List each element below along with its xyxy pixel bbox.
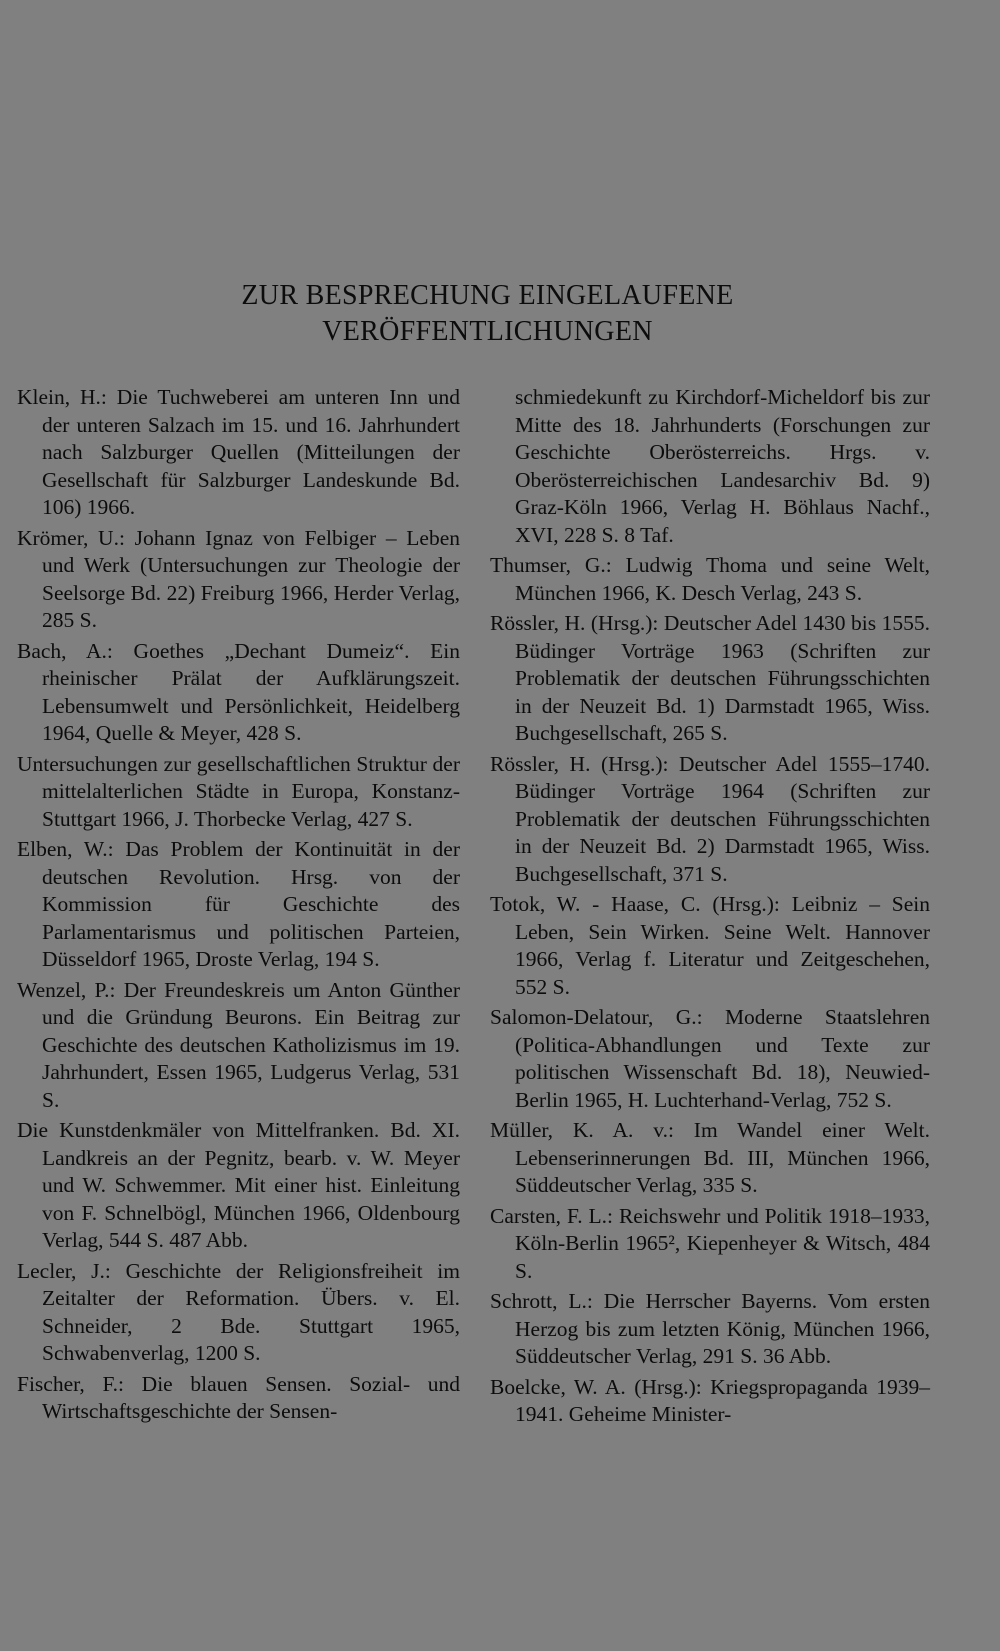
bibliography-entry: Lecler, J.: Geschichte der Religionsfreiheit im Zeitalter der Reformation. Übers. v. El. Schneider, 2 Bde. Stuttgart 1965, Schwabenverlag, 1200 S. <box>17 1258 460 1365</box>
bibliography-entry: Totok, W. - Haase, C. (Hrsg.): Leibniz – Sein Leben, Sein Wirken. Seine Welt. Hannover 1966, Verlag f. Literatur und Zeitgeschehen, 552 S. <box>490 892 930 999</box>
page-heading <box>0 278 975 350</box>
bibliography-entry: Elben, W.: Das Problem der Kontinuität in der deutschen Revolution. Hrsg. von der Kommission für Geschichte des Parlamentarismus und politischen Parteien, Düsseldorf 1965, Droste Verlag, 194 S. <box>17 837 460 971</box>
heading-line-2: VERÖFFENTLICHUNGEN <box>322 316 653 347</box>
bibliography-entry: Bach, A.: Goethes „Dechant Dumeiz“. Ein rheinischer Prälat der Aufklärungszeit. Lebensumwelt und Persönlichkeit, Heidelberg 1964, Quelle & Meyer, 428 S. <box>17 638 460 745</box>
bibliography-entry: Rössler, H. (Hrsg.): Deutscher Adel 1430 bis 1555. Büdinger Vorträge 1963 (Schriften zur Problematik der deutschen Führungsschichten in der Neuzeit Bd. 1) Darmstadt 1965, Wiss. Buchgesellschaft, 265 S. <box>490 611 930 745</box>
bibliography-entry: Die Kunstdenkmäler von Mittelfranken. Bd. XI. Landkreis an der Pegnitz, bearb. v. W. Meyer und W. Schwemmer. Mit einer hist. Einleitung von F. Schnelbögl, München 1966, Oldenbourg Verlag, 544 S. 487 Abb. <box>17 1118 460 1252</box>
bibliography-entry: Müller, K. A. v.: Im Wandel einer Welt. Lebenserinnerungen Bd. III, München 1966, Süddeutscher Verlag, 335 S. <box>490 1118 930 1197</box>
bibliography-entry: Thumser, G.: Ludwig Thoma und seine Welt, München 1966, K. Desch Verlag, 243 S. <box>490 553 930 605</box>
bibliography-entry: Boelcke, W. A. (Hrsg.): Kriegspropaganda 1939–1941. Geheime Minister- <box>490 1374 930 1426</box>
heading-line-1: ZUR BESPRECHUNG EINGELAUFENE <box>241 280 734 311</box>
bibliography-entry: Wenzel, P.: Der Freundeskreis um Anton Günther und die Gründung Beurons. Ein Beitrag zur Geschichte des deutschen Katholizismus im 19. Jahrhundert, Essen 1965, Ludgerus Verlag, 531 S. <box>17 977 460 1112</box>
bibliography-entry: Salomon-Delatour, G.: Moderne Staatslehren (Politica-Abhandlungen und Texte zur politischen Wissenschaft Bd. 18), Neuwied-Berlin 1965, H. Luchterhand-Verlag, 752 S. <box>490 1005 930 1112</box>
bibliography-entry: Krömer, U.: Johann Ignaz von Felbiger – Leben und Werk (Untersuchungen zur Theologie der Seelsorge Bd. 22) Freiburg 1966, Herder Verlag, 285 S. <box>17 525 460 632</box>
bibliography-entry-continuation: schmiedekunft zu Kirchdorf-Micheldorf bis zur Mitte des 18. Jahrhunderts (Forschungen zur Geschichte Oberösterreichs. Hrgs. v. Oberösterreichischen Landesarchiv Bd. 9) Graz-Köln 1966, Verlag H. Böhlaus Nachf., XVI, 228 S. 8 Taf. <box>515 385 930 547</box>
bibliography-entry: Schrott, L.: Die Herrscher Bayerns. Vom ersten Herzog bis zum letzten König, München 1966, Süddeutscher Verlag, 291 S. 36 Abb. <box>490 1289 930 1368</box>
bibliography-entry: Fischer, F.: Die blauen Sensen. Sozial- und Wirtschaftsgeschichte der Sensen- <box>17 1371 460 1423</box>
bibliography-entry: Rössler, H. (Hrsg.): Deutscher Adel 1555–1740. Büdinger Vorträge 1964 (Schriften zur Problematik der deutschen Führungsschichten in der Neuzeit Bd. 2) Darmstadt 1965, Wiss. Buchgesellschaft, 371 S. <box>490 751 930 886</box>
left-column <box>17 384 460 1429</box>
right-column <box>490 384 930 1432</box>
bibliography-entry: Klein, H.: Die Tuchweberei am unteren Inn und der unteren Salzach im 15. und 16. Jahrhundert nach Salzburger Quellen (Mitteilungen der Gesellschaft für Salzburger Landeskunde Bd. 106) 1966. <box>17 385 460 519</box>
bibliography-entry: Carsten, F. L.: Reichswehr und Politik 1918–1933, Köln-Berlin 1965², Kiepenheyer & Witsch, 484 S. <box>490 1203 930 1283</box>
bibliography-entry: Untersuchungen zur gesellschaftlichen Struktur der mittelalterlichen Städte in Europa, Konstanz-Stuttgart 1966, J. Thorbecke Verlag, 427 S. <box>17 751 460 831</box>
